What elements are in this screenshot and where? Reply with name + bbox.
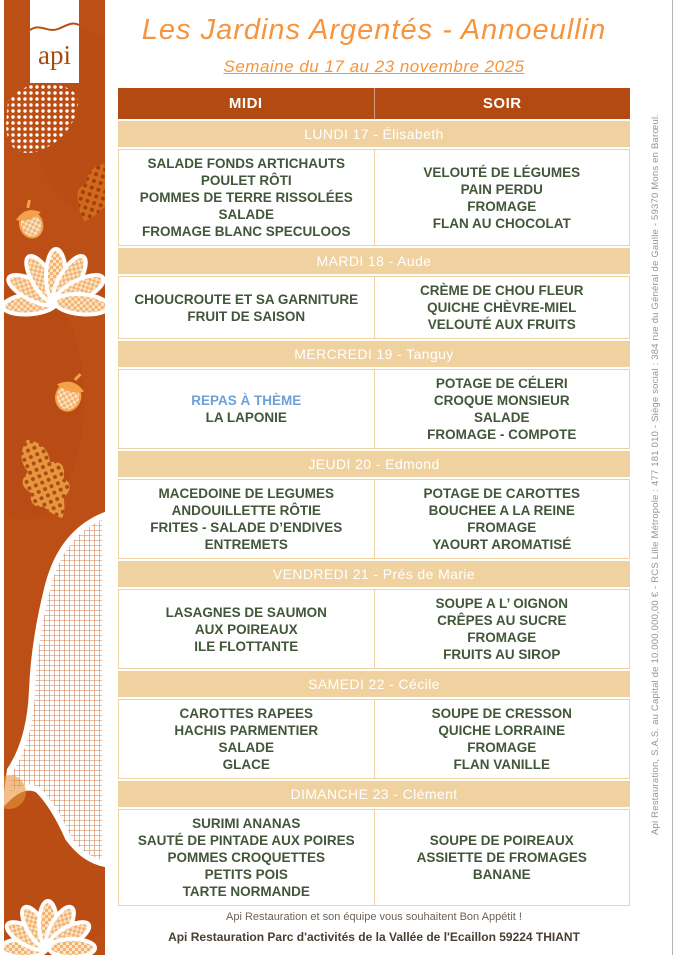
midi-cell <box>118 479 375 559</box>
dish: POTAGE DE CAROTTES <box>423 486 580 501</box>
autumn-decorations-graphic <box>4 0 105 955</box>
dish: CROQUE MONSIEUR <box>433 393 570 408</box>
dish: YAOURT AROMATISÉ <box>432 537 572 552</box>
day-header-row: DIMANCHE 23 - Clément <box>118 781 630 807</box>
dish: VELOUTÉ DE LÉGUMES <box>423 164 581 180</box>
day-header-row: JEUDI 20 - Edmond <box>118 451 630 477</box>
footer-greeting: Api Restauration et son équipe vous souhaitent Bon Appétit ! <box>226 911 522 923</box>
dish: CHOUCROUTE ET SA GARNITURE <box>134 291 359 307</box>
soir-cell <box>375 699 631 779</box>
meal-row <box>118 479 630 559</box>
api-logo <box>30 0 79 83</box>
soir-cell <box>375 369 631 449</box>
dish: SALADE <box>218 207 274 222</box>
dish: QUICHE LORRAINE <box>438 723 566 738</box>
dish: SAUTÉ DE PINTADE AUX POIRES <box>137 833 355 848</box>
footer-address: Api Restauration Parc d'activités de la Vallée de l'Ecaillon 59224 THIANT <box>168 930 580 944</box>
dish: FROMAGE BLANC SPECULOOS <box>141 224 351 239</box>
dish: SOUPE DE CRESSON <box>431 706 572 721</box>
meal-row <box>118 589 630 669</box>
dish: CRÈME DE CHOU FLEUR <box>419 283 584 298</box>
page-title: Les Jardins Argentés - Annoeullin <box>141 14 607 46</box>
meal-row <box>118 369 630 449</box>
dish: POTAGE DE CÉLERI <box>435 376 568 391</box>
dish: FRUITS AU SIROP <box>443 647 561 662</box>
dish: QUICHE CHÈVRE-MIEL <box>427 300 577 315</box>
dish: ASSIETTE DE FROMAGES <box>416 850 587 865</box>
midi-cell <box>118 276 375 339</box>
column-header-soir: SOIR <box>482 95 522 112</box>
day-header-row: MERCREDI 19 - Tanguy <box>118 341 630 367</box>
dish: TARTE NORMANDE <box>182 884 310 899</box>
dish: SALADE <box>218 740 274 755</box>
column-header-midi: MIDI <box>118 88 375 119</box>
menu-table <box>118 88 630 906</box>
dish: POMMES CROQUETTES <box>167 850 325 865</box>
logo-wave-icon <box>30 10 79 40</box>
menu-page <box>118 0 630 906</box>
meal-row <box>118 149 630 246</box>
footer <box>118 911 630 944</box>
soir-cell <box>375 589 631 669</box>
dish: GLACE <box>222 757 270 772</box>
soir-cell <box>375 276 631 339</box>
dish: PETITS POIS <box>204 867 288 882</box>
table-header <box>118 88 630 119</box>
day-header-row: VENDREDI 21 - Prés de Marie <box>118 561 630 587</box>
dish: FROMAGE - COMPOTE <box>427 427 577 442</box>
dish: FRITES - SALADE D’ENDIVES <box>150 520 343 535</box>
dish: PAIN PERDU <box>460 181 543 197</box>
soir-cell <box>375 809 631 906</box>
dish: FROMAGE <box>467 740 537 755</box>
dish: LASAGNES DE SAUMON <box>165 604 327 620</box>
soir-cell <box>375 479 631 559</box>
midi-cell <box>118 369 375 449</box>
dish: FLAN VANILLE <box>453 757 550 772</box>
midi-cell <box>118 809 375 906</box>
acorn-icon <box>11 198 47 241</box>
dish: FROMAGE <box>467 198 537 214</box>
dish: ILE FLOTTANTE <box>194 638 299 654</box>
midi-cell <box>118 589 375 669</box>
dish: FRUIT DE SAISON <box>187 308 306 324</box>
dish: FROMAGE <box>467 630 537 645</box>
dish: SALADE FONDS ARTICHAUTS <box>147 156 345 171</box>
dish: CRÊPES AU SUCRE <box>437 613 567 628</box>
meal-row <box>118 699 630 779</box>
dish: BOUCHEE A LA REINE <box>428 503 575 518</box>
dish: SURIMI ANANAS <box>192 816 301 831</box>
dish: POMMES DE TERRE RISSOLÉES <box>139 190 353 205</box>
day-header-row: MARDI 18 - Aude <box>118 248 630 274</box>
dish: AUX POIREAUX <box>194 621 298 637</box>
meal-row <box>118 276 630 339</box>
day-header-row: SAMEDI 22 - Cécile <box>118 671 630 697</box>
page-edge-line <box>672 0 673 955</box>
dish: MACEDOINE DE LEGUMES <box>158 486 334 501</box>
day-header-row: LUNDI 17 - Élisabeth <box>118 121 630 147</box>
logo-text: api <box>38 40 71 70</box>
dish: ENTREMETS <box>204 537 288 552</box>
dish: FROMAGE <box>467 520 537 535</box>
midi-cell <box>118 699 375 779</box>
legal-note-vertical: Api Restauration, S.A.S. au Capital de 10.000.000,00 € - RCS Lille Métropole : 477 181 010 - Siège social : 384 rue du Général de Gaulle - 59370 Mons en Barœul. <box>650 113 661 835</box>
chestnut-leaf-icon <box>4 249 105 317</box>
dish: REPAS À THÈME <box>191 393 302 408</box>
dish: BANANE <box>472 867 531 882</box>
dish: HACHIS PARMENTIER <box>174 723 319 738</box>
dish: LA LAPONIE <box>205 410 287 425</box>
meal-row <box>118 809 630 906</box>
dish: SOUPE DE POIREAUX <box>429 833 574 848</box>
dish: SALADE <box>473 410 530 425</box>
menu-rows <box>118 121 630 906</box>
soir-cell <box>375 149 631 246</box>
midi-cell <box>118 149 375 246</box>
dish: ANDOUILLETTE RÔTIE <box>171 503 321 518</box>
dish: POULET RÔTI <box>200 173 292 188</box>
week-subtitle: Semaine du 17 au 23 novembre 2025 <box>223 57 525 76</box>
dish: SOUPE A L’ OIGNON <box>435 596 569 611</box>
dish: VELOUTÉ AUX FRUITS <box>427 317 576 332</box>
autumn-sidebar <box>4 0 105 955</box>
dish: FLAN AU CHOCOLAT <box>432 215 571 231</box>
dish: CAROTTES RAPEES <box>179 706 314 721</box>
